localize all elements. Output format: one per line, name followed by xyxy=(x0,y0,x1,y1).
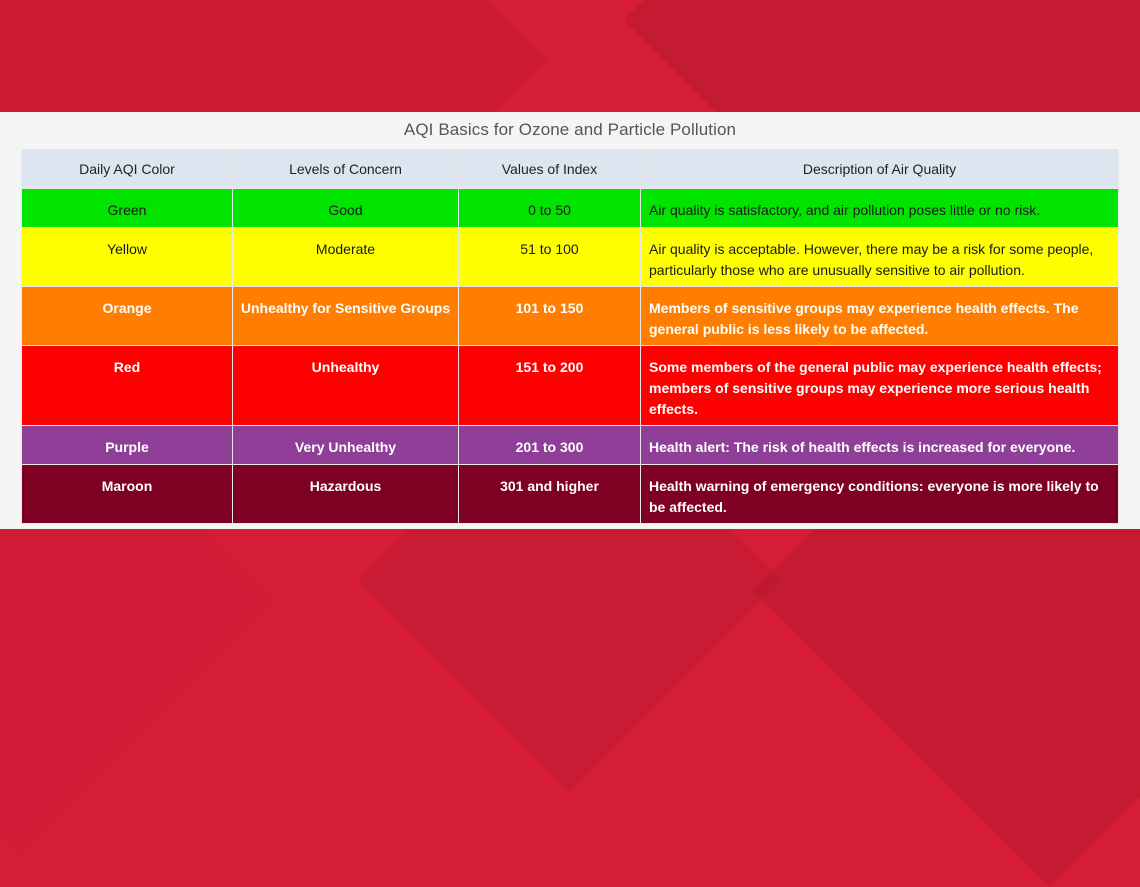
table-row-orange xyxy=(22,287,1119,346)
cell-color: Yellow xyxy=(22,228,233,287)
cell-level: Unhealthy xyxy=(233,346,459,426)
cell-level: Good xyxy=(233,189,459,228)
cell-values: 151 to 200 xyxy=(459,346,641,426)
header-values: Values of Index xyxy=(459,150,641,189)
cell-color: Green xyxy=(22,189,233,228)
cell-description: Some members of the general public may experience health effects; members of sensitive groups may experience more serious health effects. xyxy=(641,346,1119,426)
cell-level: Moderate xyxy=(233,228,459,287)
cell-level: Very Unhealthy xyxy=(233,426,459,465)
cell-color: Maroon xyxy=(22,465,233,524)
cell-level: Unhealthy for Sensitive Groups xyxy=(233,287,459,346)
aqi-panel xyxy=(0,112,1140,529)
cell-description: Air quality is acceptable. However, there may be a risk for some people, particularly those who are unusually sensitive to air pollution. xyxy=(641,228,1119,287)
header-level: Levels of Concern xyxy=(233,150,459,189)
table-row-yellow xyxy=(22,228,1119,287)
table-row-red xyxy=(22,346,1119,426)
header-color: Daily AQI Color xyxy=(22,150,233,189)
cell-description: Air quality is satisfactory, and air pollution poses little or no risk. xyxy=(641,189,1119,228)
cell-values: 201 to 300 xyxy=(459,426,641,465)
cell-values: 301 and higher xyxy=(459,465,641,524)
cell-values: 51 to 100 xyxy=(459,228,641,287)
cell-values: 101 to 150 xyxy=(459,287,641,346)
cell-color: Red xyxy=(22,346,233,426)
cell-color: Orange xyxy=(22,287,233,346)
header-description: Description of Air Quality xyxy=(641,150,1119,189)
cell-color: Purple xyxy=(22,426,233,465)
cell-values: 0 to 50 xyxy=(459,189,641,228)
table-row-purple xyxy=(22,426,1119,465)
cell-description: Members of sensitive groups may experience health effects. The general public is less likely to be affected. xyxy=(641,287,1119,346)
cell-description: Health alert: The risk of health effects is increased for everyone. xyxy=(641,426,1119,465)
aqi-table xyxy=(21,149,1119,524)
table-row-maroon xyxy=(22,465,1119,524)
header-row xyxy=(22,150,1119,189)
cell-description: Health warning of emergency conditions: everyone is more likely to be affected. xyxy=(641,465,1119,524)
table-row-green xyxy=(22,189,1119,228)
cell-level: Hazardous xyxy=(233,465,459,524)
table-title: AQI Basics for Ozone and Particle Pollution xyxy=(403,120,737,139)
